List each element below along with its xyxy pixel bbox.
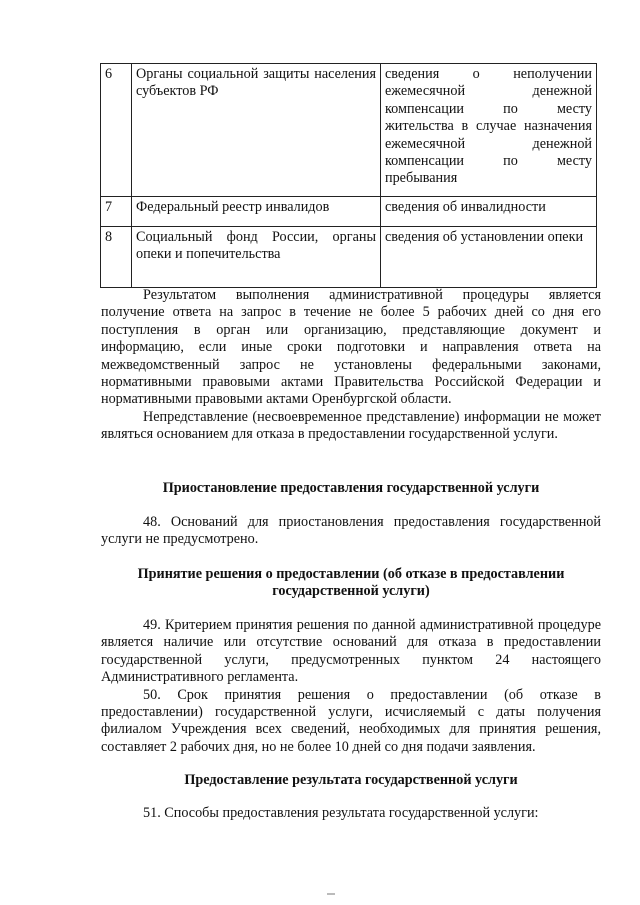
row-number: 6 [101, 64, 132, 197]
section-result-body [101, 805, 601, 822]
organization-name: Органы социальной защиты населения субъектов РФ [132, 64, 381, 197]
heading-result: Предоставление результата государственной услуги [184, 772, 518, 788]
section-decision-body [101, 617, 601, 756]
scan-mark [327, 893, 335, 895]
requested-information: сведения об инвалидности [381, 197, 597, 227]
table-row [101, 227, 597, 288]
row-number: 8 [101, 227, 132, 288]
paragraph-51: 51. Способы предоставления результата государственной услуги: [143, 805, 539, 821]
heading-decision: Принятие решения о предоставлении (об отказе в предоставлении государственной услуги) [137, 566, 565, 600]
paragraph-48: 48. Оснований для приостановления предоставления государственной услуги не предусмотрено. [101, 514, 601, 548]
section-suspension-body [101, 514, 601, 549]
row-number: 7 [101, 197, 132, 227]
procedure-result-block [101, 287, 601, 444]
organization-name: Социальный фонд России, органы опеки и попечительства [132, 227, 381, 288]
organization-name: Федеральный реестр инвалидов [132, 197, 381, 227]
paragraph-non-submission: Непредставление (несвоевременное представление) информации не может являться основанием для отказа в предоставлении государственной услуги. [101, 408, 601, 443]
heading-suspension: Приостановление предоставления государственной услуги [162, 480, 540, 496]
requested-information: сведения о неполучении ежемесячной денежной компенсации по месту жительства в случае назначения ежемесячной денежной компенсации по месту пребывания [381, 64, 597, 197]
paragraph-result-response: Результатом выполнения административной процедуры является получение ответа на запрос в течение не более 5 рабочих дней со дня его поступления в орган или организацию, представляющие документ и информацию, если иные сроки подготовки и направления ответа на межведомственный запрос не установлены федеральными законами, нормативными правовыми актами Правительства Российской Федерации и нормативными правовыми актами Оренбургской области. [101, 287, 601, 408]
paragraph-49: 49. Критерием принятия решения по данной административной процедуре является наличие или отсутствие оснований для отказа в предоставлении государственной услуги, предусмотренных пунктом 24 настоящего Административного регламента. [101, 617, 601, 686]
paragraph-50: 50. Срок принятия решения о предоставлении (об отказе в предоставлении) государственной услуги, исчисляемый с даты получения филиалом Учреждения всех сведений, необходимых для принятия решения, составляет 2 рабочих дня, но не более 10 дней со дня подачи заявления. [101, 686, 601, 755]
table-row [101, 64, 597, 197]
table-row [101, 197, 597, 227]
requested-information: сведения об установлении опеки [381, 227, 597, 288]
interagency-requests-table [100, 63, 597, 288]
